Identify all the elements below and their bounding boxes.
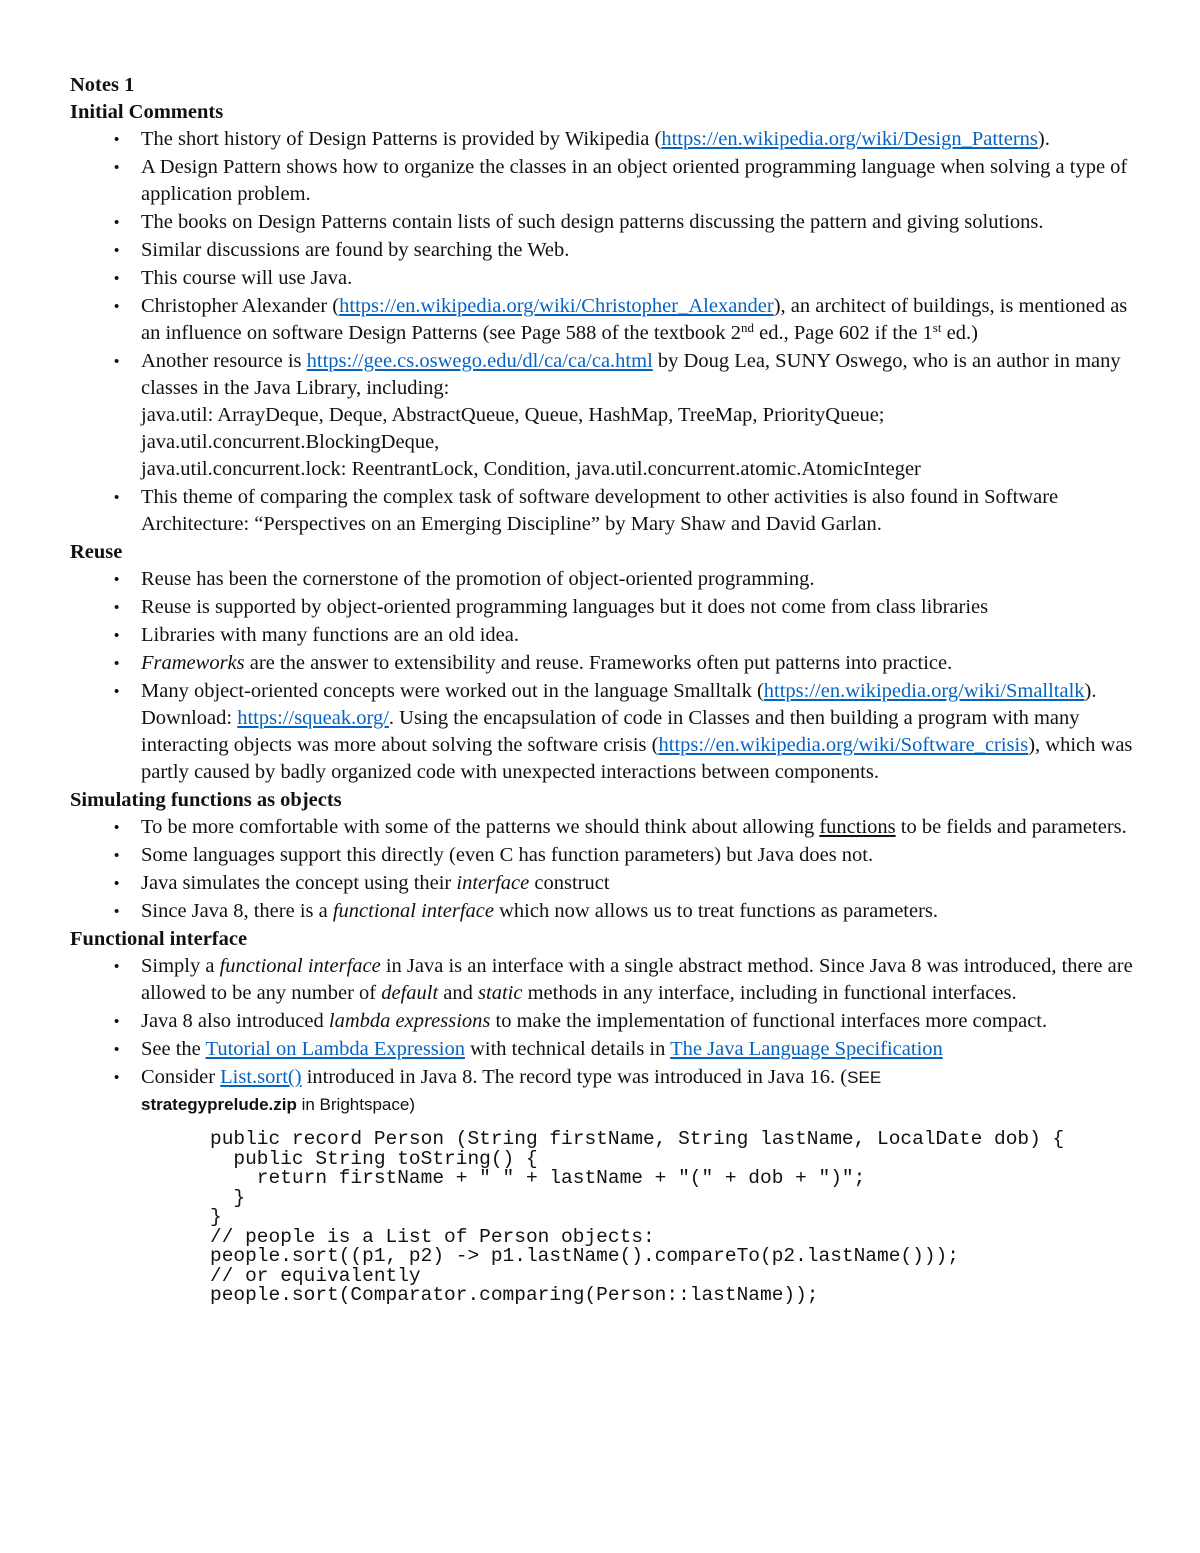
heading-functional-interface: Functional interface bbox=[70, 928, 248, 950]
notes-content bbox=[70, 72, 1145, 1306]
list-reuse bbox=[70, 566, 1145, 786]
heading-simulating-functions: Simulating functions as objects bbox=[70, 789, 342, 811]
link-design-patterns[interactable]: https://en.wikipedia.org/wiki/Design_Patterns bbox=[661, 128, 1038, 150]
list-initial-comments bbox=[70, 126, 1145, 538]
heading-initial-comments: Initial Comments bbox=[70, 101, 224, 123]
list-item: • Consider List.sort() introduced in Java 8. The record type was introduced in Java 16. (SEE strategyprelude.zip in Brightspace) bbox=[70, 1064, 1145, 1118]
list-item: • To be more comfortable with some of the patterns we should think about allowing functions to be fields and parameters. bbox=[70, 814, 1145, 841]
list-item: • Many object-oriented concepts were worked out in the language Smalltalk (https://en.wikipedia.org/wiki/Smalltalk). Download: https://squeak.org/. Using the encapsulation of code in Classes and then building a program with many interacting objects was more about solving the software crisis (https://en.wikipedia.org/wiki/Software_crisis), which was partly caused by badly organized code with unexpected interactions between components. bbox=[70, 678, 1145, 786]
list-item: • Since Java 8, there is a functional interface which now allows us to treat functions as parameters. bbox=[70, 898, 1145, 925]
list-item: • This course will use Java. bbox=[70, 265, 1145, 292]
list-functional-interface bbox=[70, 953, 1145, 1118]
list-item: • Reuse is supported by object-oriented programming languages but it does not come from class libraries bbox=[70, 594, 1145, 621]
list-item: • A Design Pattern shows how to organize the classes in an object oriented programming language when solving a type of application problem. bbox=[70, 154, 1145, 208]
list-item: • Similar discussions are found by searching the Web. bbox=[70, 237, 1145, 264]
list-item: • Simply a functional interface in Java is an interface with a single abstract method. Since Java 8 was introduced, there are allowed to be any number of default and static methods in any interface, including in functional interfaces. bbox=[70, 953, 1145, 1007]
list-item: • Libraries with many functions are an old idea. bbox=[70, 622, 1145, 649]
list-item: • Christopher Alexander (https://en.wikipedia.org/wiki/Christopher_Alexander), an architect of buildings, is mentioned as an influence on software Design Patterns (see Page 588 of the textbook 2nd ed., Page 602 if the 1st ed.) bbox=[70, 293, 1145, 347]
heading-reuse: Reuse bbox=[70, 541, 123, 563]
link-list-sort[interactable]: List.sort() bbox=[220, 1066, 302, 1088]
link-smalltalk[interactable]: https://en.wikipedia.org/wiki/Smalltalk bbox=[763, 680, 1085, 702]
list-item: • See the Tutorial on Lambda Expression with technical details in The Java Language Specification bbox=[70, 1036, 1145, 1063]
link-christopher-alexander[interactable]: https://en.wikipedia.org/wiki/Christopher_Alexander bbox=[339, 295, 774, 317]
page-title: Notes 1 bbox=[70, 74, 135, 96]
list-item: • Another resource is https://gee.cs.oswego.edu/dl/ca/ca/ca.html by Doug Lea, SUNY Oswego, who is an author in many classes in the Java Library, including: java.util: ArrayDeque, Deque, AbstractQueue, Queue, HashMap, TreeMap, PriorityQueue; java.util.concurrent.BlockingDeque, java.util.concurrent.lock: ReentrantLock, Condition, java.util.concurrent.atomic.AtomicInteger bbox=[70, 348, 1145, 483]
link-software-crisis[interactable]: https://en.wikipedia.org/wiki/Software_crisis bbox=[658, 734, 1029, 756]
list-item: • The short history of Design Patterns is provided by Wikipedia (https://en.wikipedia.org/wiki/Design_Patterns). bbox=[70, 126, 1145, 153]
list-item: • Java 8 also introduced lambda expressions to make the implementation of functional interfaces more compact. bbox=[70, 1008, 1145, 1035]
list-simulating-functions bbox=[70, 814, 1145, 925]
list-item: • Java simulates the concept using their interface construct bbox=[70, 870, 1145, 897]
list-item: • Frameworks are the answer to extensibility and reuse. Frameworks often put patterns into practice. bbox=[70, 650, 1145, 677]
link-squeak[interactable]: https://squeak.org/ bbox=[237, 707, 389, 729]
link-lambda-tutorial[interactable]: Tutorial on Lambda Expression bbox=[205, 1038, 465, 1060]
link-doug-lea[interactable]: https://gee.cs.oswego.edu/dl/ca/ca/ca.html bbox=[306, 350, 653, 372]
list-item: • This theme of comparing the complex task of software development to other activities is also found in Software Architecture: “Perspectives on an Emerging Discipline” by Mary Shaw and David Garlan. bbox=[70, 484, 1145, 538]
code-block: public record Person (String firstName, String lastName, LocalDate dob) { public String toString() { return firstName + " " + lastName + "(" + dob + ")"; } } // people is a List of Person objects: people.sort((p1, p2) -> p1.lastName().compareTo(p2.lastName())); // or equivalently people.sort(Comparator.comparing(Person::lastName)); bbox=[210, 1128, 1065, 1306]
list-item: • Some languages support this directly (even C has function parameters) but Java does not. bbox=[70, 842, 1145, 869]
link-java-language-spec[interactable]: The Java Language Specification bbox=[670, 1038, 943, 1060]
list-item: • The books on Design Patterns contain lists of such design patterns discussing the pattern and giving solutions. bbox=[70, 209, 1145, 236]
list-item: • Reuse has been the cornerstone of the promotion of object-oriented programming. bbox=[70, 566, 1145, 593]
